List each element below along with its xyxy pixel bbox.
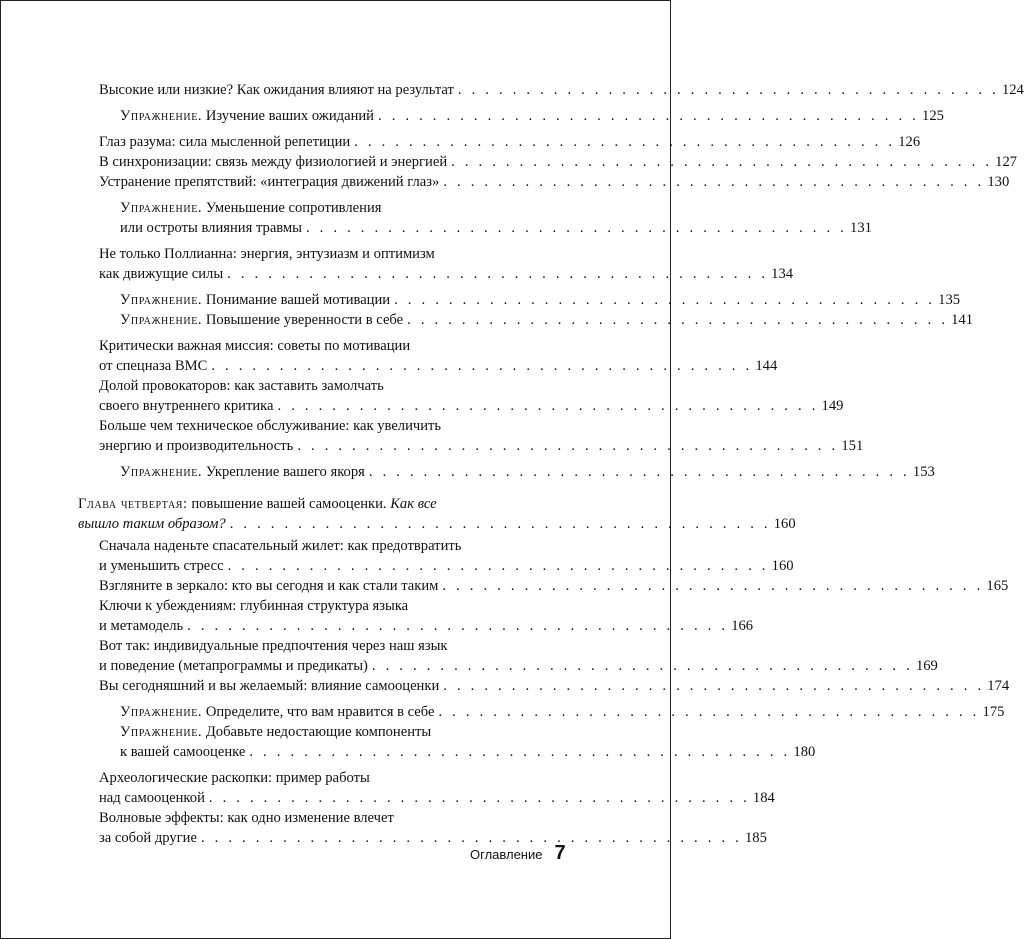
toc-page-number: 175 <box>982 704 1005 720</box>
toc-entry-title: Вы сегодняшний и вы желаемый: влияние самооценки <box>99 678 440 694</box>
dot-leader: . . . . . . . . . . . . . . . . . . . . . . . . . . . . . . . . . . . . . . . . <box>187 618 729 634</box>
toc-exercise-entry[interactable] <box>78 702 1005 722</box>
toc-entry-title: Долой провокаторов: как заставить замолчать <box>99 378 384 394</box>
toc-entry-title: Уменьшение сопротивления <box>205 200 382 216</box>
dot-leader: . . . . . . . . . . . . . . . . . . . . . . . . . . . . . . . . . . . . . . . . <box>211 358 753 374</box>
toc-entry-title: Изучение ваших ожиданий <box>205 108 374 124</box>
toc-page-number: 174 <box>987 678 1010 694</box>
toc-exercise-entry[interactable] <box>78 310 974 330</box>
exercise-label: Упражнение. <box>120 704 203 720</box>
page-footer <box>470 842 566 864</box>
toc-entry[interactable] <box>78 596 754 636</box>
toc-entry[interactable] <box>78 768 775 808</box>
toc-entry-title-cont: от спецназа ВМС <box>99 358 208 374</box>
toc-entry[interactable] <box>78 676 1010 696</box>
toc-page-number: 130 <box>987 174 1010 190</box>
page-number: 7 <box>554 842 566 864</box>
toc-entry[interactable] <box>78 132 921 152</box>
exercise-label: Упражнение. <box>120 292 203 308</box>
toc-page-number: 126 <box>898 134 921 150</box>
toc-page-number: 153 <box>912 464 935 480</box>
exercise-label: Упражнение. <box>120 108 203 124</box>
toc-entry-title-cont: за собой другие <box>99 830 197 846</box>
toc-entry[interactable] <box>78 336 778 376</box>
toc-page-number: 165 <box>986 578 1009 594</box>
dot-leader: . . . . . . . . . . . . . . . . . . . . . . . . . . . . . . . . . . . . . . . . <box>354 134 896 150</box>
dot-leader: . . . . . . . . . . . . . . . . . . . . . . . . . . . . . . . . . . . . . . . . <box>227 558 769 574</box>
toc-page-number: 184 <box>752 790 775 806</box>
toc-entry[interactable] <box>78 536 794 576</box>
running-footer-label: Оглавление <box>470 847 543 862</box>
dot-leader: . . . . . . . . . . . . . . . . . . . . . . . . . . . . . . . . . . . . . . . . <box>442 578 984 594</box>
toc-page-number: 131 <box>850 220 872 236</box>
toc-entry-title: Устранение препятствий: «интеграция движений глаз» <box>99 174 440 190</box>
dot-leader: . . . . . . . . . . . . . . . . . . . . . . . . . . . . . . . . . . . . . . . . <box>378 108 920 124</box>
toc-entry-title-cont: своего внутреннего критика <box>99 398 274 414</box>
dot-leader: . . . . . . . . . . . . . . . . . . . . . . . . . . . . . . . . . . . . . . . . <box>227 266 769 282</box>
toc-entry-title: Понимание вашей мотивации <box>205 292 391 308</box>
dot-leader: . . . . . . . . . . . . . . . . . . . . . . . . . . . . . . . . . . . . . . . . <box>229 516 771 532</box>
toc-page-number: 151 <box>841 438 864 454</box>
toc-page-number: 127 <box>995 154 1018 170</box>
dot-leader: . . . . . . . . . . . . . . . . . . . . . . . . . . . . . . . . . . . . . . . . <box>305 220 848 236</box>
toc-entry-title: Высокие или низкие? Как ожидания влияют на результат <box>99 82 454 98</box>
toc-page-number: 134 <box>771 266 794 282</box>
dot-leader: . . . . . . . . . . . . . . . . . . . . . . . . . . . . . . . . . . . . . . . . <box>371 658 913 674</box>
dot-leader: . . . . . . . . . . . . . . . . . . . . . . . . . . . . . . . . . . . . . . . . <box>249 744 791 760</box>
toc-entry-title-cont: и уменьшить стресс <box>99 558 224 574</box>
toc-entry-title: В синхронизации: связь между физиологией и энергией <box>99 154 448 170</box>
toc-entry-title: Укрепление вашего якоря <box>205 464 365 480</box>
toc-page-number: 135 <box>938 292 961 308</box>
chapter-subtitle-cont: вышло таким образом? <box>78 516 226 532</box>
toc-page-number: 125 <box>922 108 944 124</box>
toc-entry-title: Взгляните в зеркало: кто вы сегодня и как стали таким <box>99 578 439 594</box>
toc-entry-title: Не только Поллианна: энергия, энтузиазм и оптимизм <box>99 246 435 262</box>
dot-leader: . . . . . . . . . . . . . . . . . . . . . . . . . . . . . . . . . . . . . . . . <box>368 464 910 480</box>
dot-leader: . . . . . . . . . . . . . . . . . . . . . . . . . . . . . . . . . . . . . . . . <box>457 82 999 98</box>
toc-entry-title-cont: и метамодель <box>99 618 184 634</box>
toc-entry-title-cont: энергию и производительность <box>99 438 294 454</box>
toc-page-number: 169 <box>915 658 938 674</box>
dot-leader: . . . . . . . . . . . . . . . . . . . . . . . . . . . . . . . . . . . . . . . . <box>200 830 742 846</box>
toc-page-number: 144 <box>755 358 778 374</box>
toc-exercise-entry[interactable] <box>78 722 816 762</box>
toc-exercise-entry[interactable] <box>78 290 961 310</box>
exercise-label: Упражнение. <box>120 724 203 740</box>
exercise-label: Упражнение. <box>120 464 203 480</box>
toc-entry[interactable] <box>78 576 1009 596</box>
toc-page-number: 185 <box>744 830 767 846</box>
toc-entry[interactable] <box>78 416 864 456</box>
chapter-label: Глава четвертая: <box>78 496 188 512</box>
table-of-contents <box>78 80 1024 848</box>
toc-page-number: 180 <box>793 744 816 760</box>
exercise-label: Упражнение. <box>120 200 203 216</box>
toc-entry-title-cont: к вашей самооценке <box>120 744 246 760</box>
toc-page-number: 124 <box>1001 82 1024 98</box>
toc-entry-title-cont: или остроты влияния травмы <box>120 220 302 236</box>
toc-chapter-entry[interactable] <box>78 494 796 534</box>
toc-entry-title-cont: над самооценкой <box>99 790 205 806</box>
chapter-subtitle: Как все <box>390 496 437 512</box>
toc-page-number: 141 <box>951 312 974 328</box>
toc-entry-title: Добавьте недостающие компоненты <box>205 724 432 740</box>
toc-exercise-entry[interactable] <box>78 462 935 482</box>
toc-entry-title: Волновые эффекты: как одно изменение влечет <box>99 810 394 826</box>
toc-entry-title: Больше чем техническое обслуживание: как увеличить <box>99 418 442 434</box>
dot-leader: . . . . . . . . . . . . . . . . . . . . . . . . . . . . . . . . . . . . . . . . <box>443 678 985 694</box>
toc-entry-title: Ключи к убеждениям: глубинная структура языка <box>99 598 409 614</box>
dot-leader: . . . . . . . . . . . . . . . . . . . . . . . . . . . . . . . . . . . . . . . . <box>451 154 993 170</box>
toc-entry-title: Повышение уверенности в себе <box>205 312 404 328</box>
toc-page-number: 166 <box>731 618 754 634</box>
toc-exercise-entry[interactable] <box>78 198 872 238</box>
toc-entry-title: Археологические раскопки: пример работы <box>99 770 370 786</box>
toc-entry[interactable] <box>78 80 1024 100</box>
dot-leader: . . . . . . . . . . . . . . . . . . . . . . . . . . . . . . . . . . . . . . . . <box>297 438 839 454</box>
dot-leader: . . . . . . . . . . . . . . . . . . . . . . . . . . . . . . . . . . . . . . . . <box>407 312 949 328</box>
toc-entry-title: Вот так: индивидуальные предпочтения через наш язык <box>99 638 448 654</box>
dot-leader: . . . . . . . . . . . . . . . . . . . . . . . . . . . . . . . . . . . . . . . . <box>438 704 980 720</box>
dot-leader: . . . . . . . . . . . . . . . . . . . . . . . . . . . . . . . . . . . . . . . . <box>277 398 819 414</box>
toc-entry-title: Сначала наденьте спасательный жилет: как предотвратить <box>99 538 462 554</box>
toc-entry[interactable] <box>78 172 1010 192</box>
toc-entry-title-cont: как движущие силы <box>99 266 224 282</box>
dot-leader: . . . . . . . . . . . . . . . . . . . . . . . . . . . . . . . . . . . . . . . . <box>443 174 985 190</box>
toc-entry-title-cont: и поведение (метапрограммы и предикаты) <box>99 658 368 674</box>
exercise-label: Упражнение. <box>120 312 203 328</box>
toc-entry-title: Критически важная миссия: советы по мотивации <box>99 338 411 354</box>
toc-entry-title: Определите, что вам нравится в себе <box>205 704 435 720</box>
toc-entry[interactable] <box>78 152 1018 172</box>
toc-entry[interactable] <box>78 244 794 284</box>
toc-page-number: 160 <box>771 558 794 574</box>
toc-entry[interactable] <box>78 376 844 416</box>
toc-exercise-entry[interactable] <box>78 106 944 126</box>
dot-leader: . . . . . . . . . . . . . . . . . . . . . . . . . . . . . . . . . . . . . . . . <box>394 292 936 308</box>
dot-leader: . . . . . . . . . . . . . . . . . . . . . . . . . . . . . . . . . . . . . . . . <box>208 790 750 806</box>
toc-entry[interactable] <box>78 636 938 676</box>
toc-entry-title: Глаз разума: сила мысленной репетиции <box>99 134 351 150</box>
toc-page-number: 160 <box>773 516 796 532</box>
toc-page-number: 149 <box>821 398 844 414</box>
chapter-title: повышение вашей самооценки. <box>191 496 387 512</box>
